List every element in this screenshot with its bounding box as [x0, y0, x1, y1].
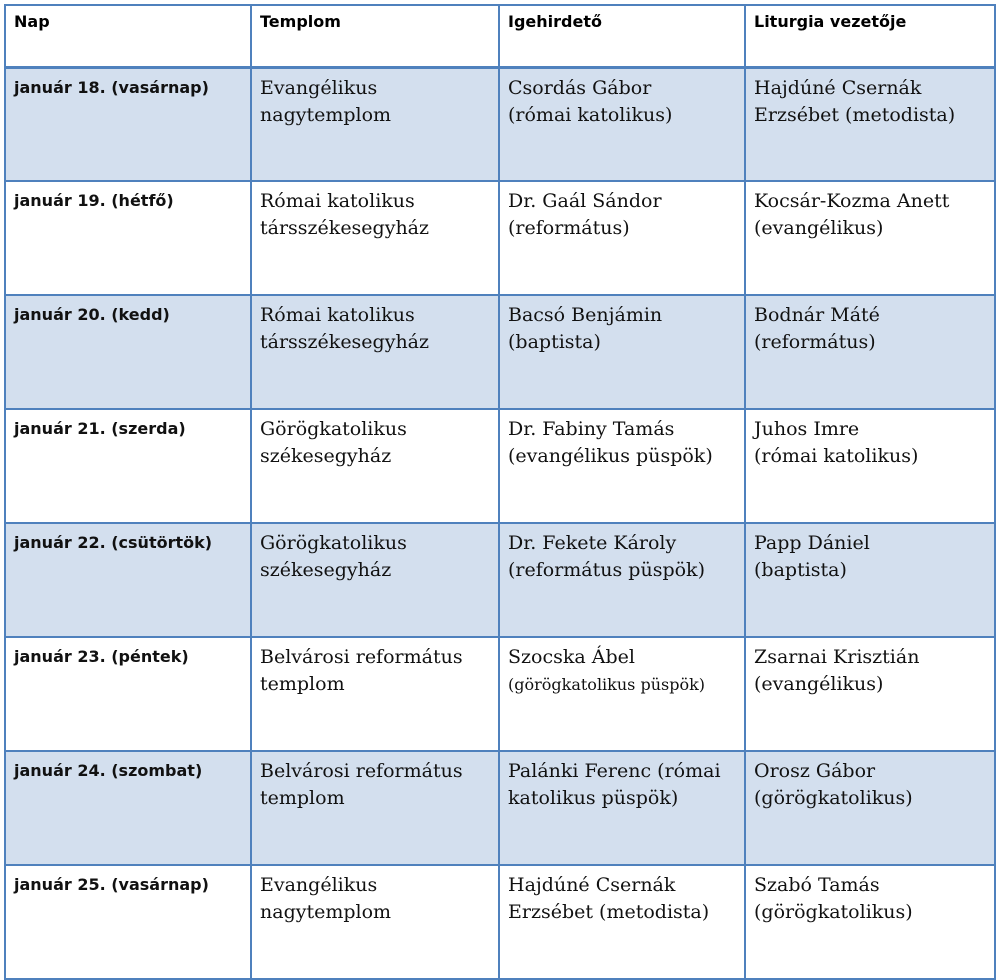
preacher-cell [499, 523, 745, 637]
day-cell: január 18. (vasárnap) [5, 67, 251, 181]
day-cell: január 19. (hétfő) [5, 181, 251, 295]
cell-line: Bodnár Máté [754, 304, 880, 326]
cell-line: társszékesegyház [260, 331, 430, 353]
cell-line: Juhos Imre [754, 418, 860, 440]
cell-line: Szocska Ábel [508, 646, 635, 668]
liturgist-cell [745, 637, 995, 751]
schedule-table [4, 4, 996, 980]
cell-line: nagytemplom [260, 103, 392, 126]
cell-line: Palánki Ferenc (római [508, 760, 721, 782]
day-cell: január 21. (szerda) [5, 409, 251, 523]
cell-line: Orosz Gábor [754, 760, 876, 782]
table-header-row [5, 5, 995, 67]
cell-line: (baptista) [754, 559, 847, 581]
cell-line: (református) [754, 331, 876, 353]
column-header-church: Templom [251, 5, 499, 67]
day-cell: január 22. (csütörtök) [5, 523, 251, 637]
cell-line: Evangélikus [260, 874, 378, 896]
day-cell: január 25. (vasárnap) [5, 865, 251, 979]
cell-line: Kocsár-Kozma Anett [754, 190, 950, 212]
cell-line: Bacsó Benjámin [508, 304, 663, 326]
preacher-cell [499, 181, 745, 295]
cell-line: (görögkatolikus) [754, 901, 913, 923]
cell-line: (református) [508, 217, 630, 239]
cell-line: templom [260, 673, 345, 695]
cell-line: Zsarnai Krisztián [754, 646, 920, 668]
cell-line: (római katolikus) [754, 445, 919, 467]
table-row [5, 523, 995, 637]
cell-line: (görögkatolikus püspök) [508, 675, 706, 694]
table-row [5, 637, 995, 751]
table-row [5, 751, 995, 865]
church-cell [251, 523, 499, 637]
column-header-day: Nap [5, 5, 251, 67]
table-row [5, 295, 995, 409]
church-cell [251, 295, 499, 409]
cell-line: Hajdúné Csernák [508, 874, 676, 896]
liturgist-cell [745, 67, 995, 181]
cell-line: székesegyház [260, 559, 392, 581]
preacher-cell [499, 67, 745, 181]
cell-line: Dr. Fekete Károly [508, 532, 677, 554]
table-row [5, 865, 995, 979]
liturgist-cell [745, 295, 995, 409]
cell-line: (evangélikus) [754, 217, 884, 239]
preacher-cell [499, 637, 745, 751]
cell-line: katolikus püspök) [508, 787, 679, 809]
cell-line: Papp Dániel [754, 532, 870, 554]
cell-line: templom [260, 787, 345, 809]
cell-line: Görögkatolikus [260, 418, 407, 440]
day-cell: január 24. (szombat) [5, 751, 251, 865]
cell-line: székesegyház [260, 445, 392, 467]
liturgist-cell [745, 865, 995, 979]
day-cell: január 20. (kedd) [5, 295, 251, 409]
cell-line: Erzsébet (metodista) [754, 103, 956, 126]
cell-line: (baptista) [508, 331, 601, 353]
cell-line: Belvárosi református [260, 646, 463, 668]
column-header-liturgist: Liturgia vezetője [745, 5, 995, 67]
cell-line: Római katolikus [260, 304, 415, 326]
preacher-cell [499, 865, 745, 979]
liturgist-cell [745, 181, 995, 295]
cell-line: (római katolikus) [508, 103, 673, 126]
preacher-cell [499, 751, 745, 865]
cell-line: Hajdúné Csernák [754, 76, 922, 99]
church-cell [251, 181, 499, 295]
cell-line: Római katolikus [260, 190, 415, 212]
cell-line: Görögkatolikus [260, 532, 407, 554]
cell-line: Dr. Gaál Sándor [508, 190, 662, 212]
cell-line: (református püspök) [508, 559, 705, 581]
cell-line: társszékesegyház [260, 217, 430, 239]
church-cell [251, 751, 499, 865]
cell-line: Dr. Fabiny Tamás [508, 418, 675, 440]
cell-line: (evangélikus) [754, 673, 884, 695]
church-cell [251, 865, 499, 979]
church-cell [251, 409, 499, 523]
table-row [5, 67, 995, 181]
liturgist-cell [745, 751, 995, 865]
day-cell: január 23. (péntek) [5, 637, 251, 751]
column-header-preacher: Igehirdető [499, 5, 745, 67]
liturgist-cell [745, 409, 995, 523]
preacher-cell [499, 409, 745, 523]
cell-line: Erzsébet (metodista) [508, 901, 710, 923]
preacher-cell [499, 295, 745, 409]
cell-line: Evangélikus [260, 76, 378, 99]
cell-line: Belvárosi református [260, 760, 463, 782]
cell-line: (görögkatolikus) [754, 787, 913, 809]
table-row [5, 409, 995, 523]
table-row [5, 181, 995, 295]
church-cell [251, 67, 499, 181]
cell-line: Csordás Gábor [508, 76, 652, 99]
cell-line: (evangélikus püspök) [508, 445, 713, 467]
church-cell [251, 637, 499, 751]
cell-line: nagytemplom [260, 901, 392, 923]
liturgist-cell [745, 523, 995, 637]
cell-line: Szabó Tamás [754, 874, 880, 896]
